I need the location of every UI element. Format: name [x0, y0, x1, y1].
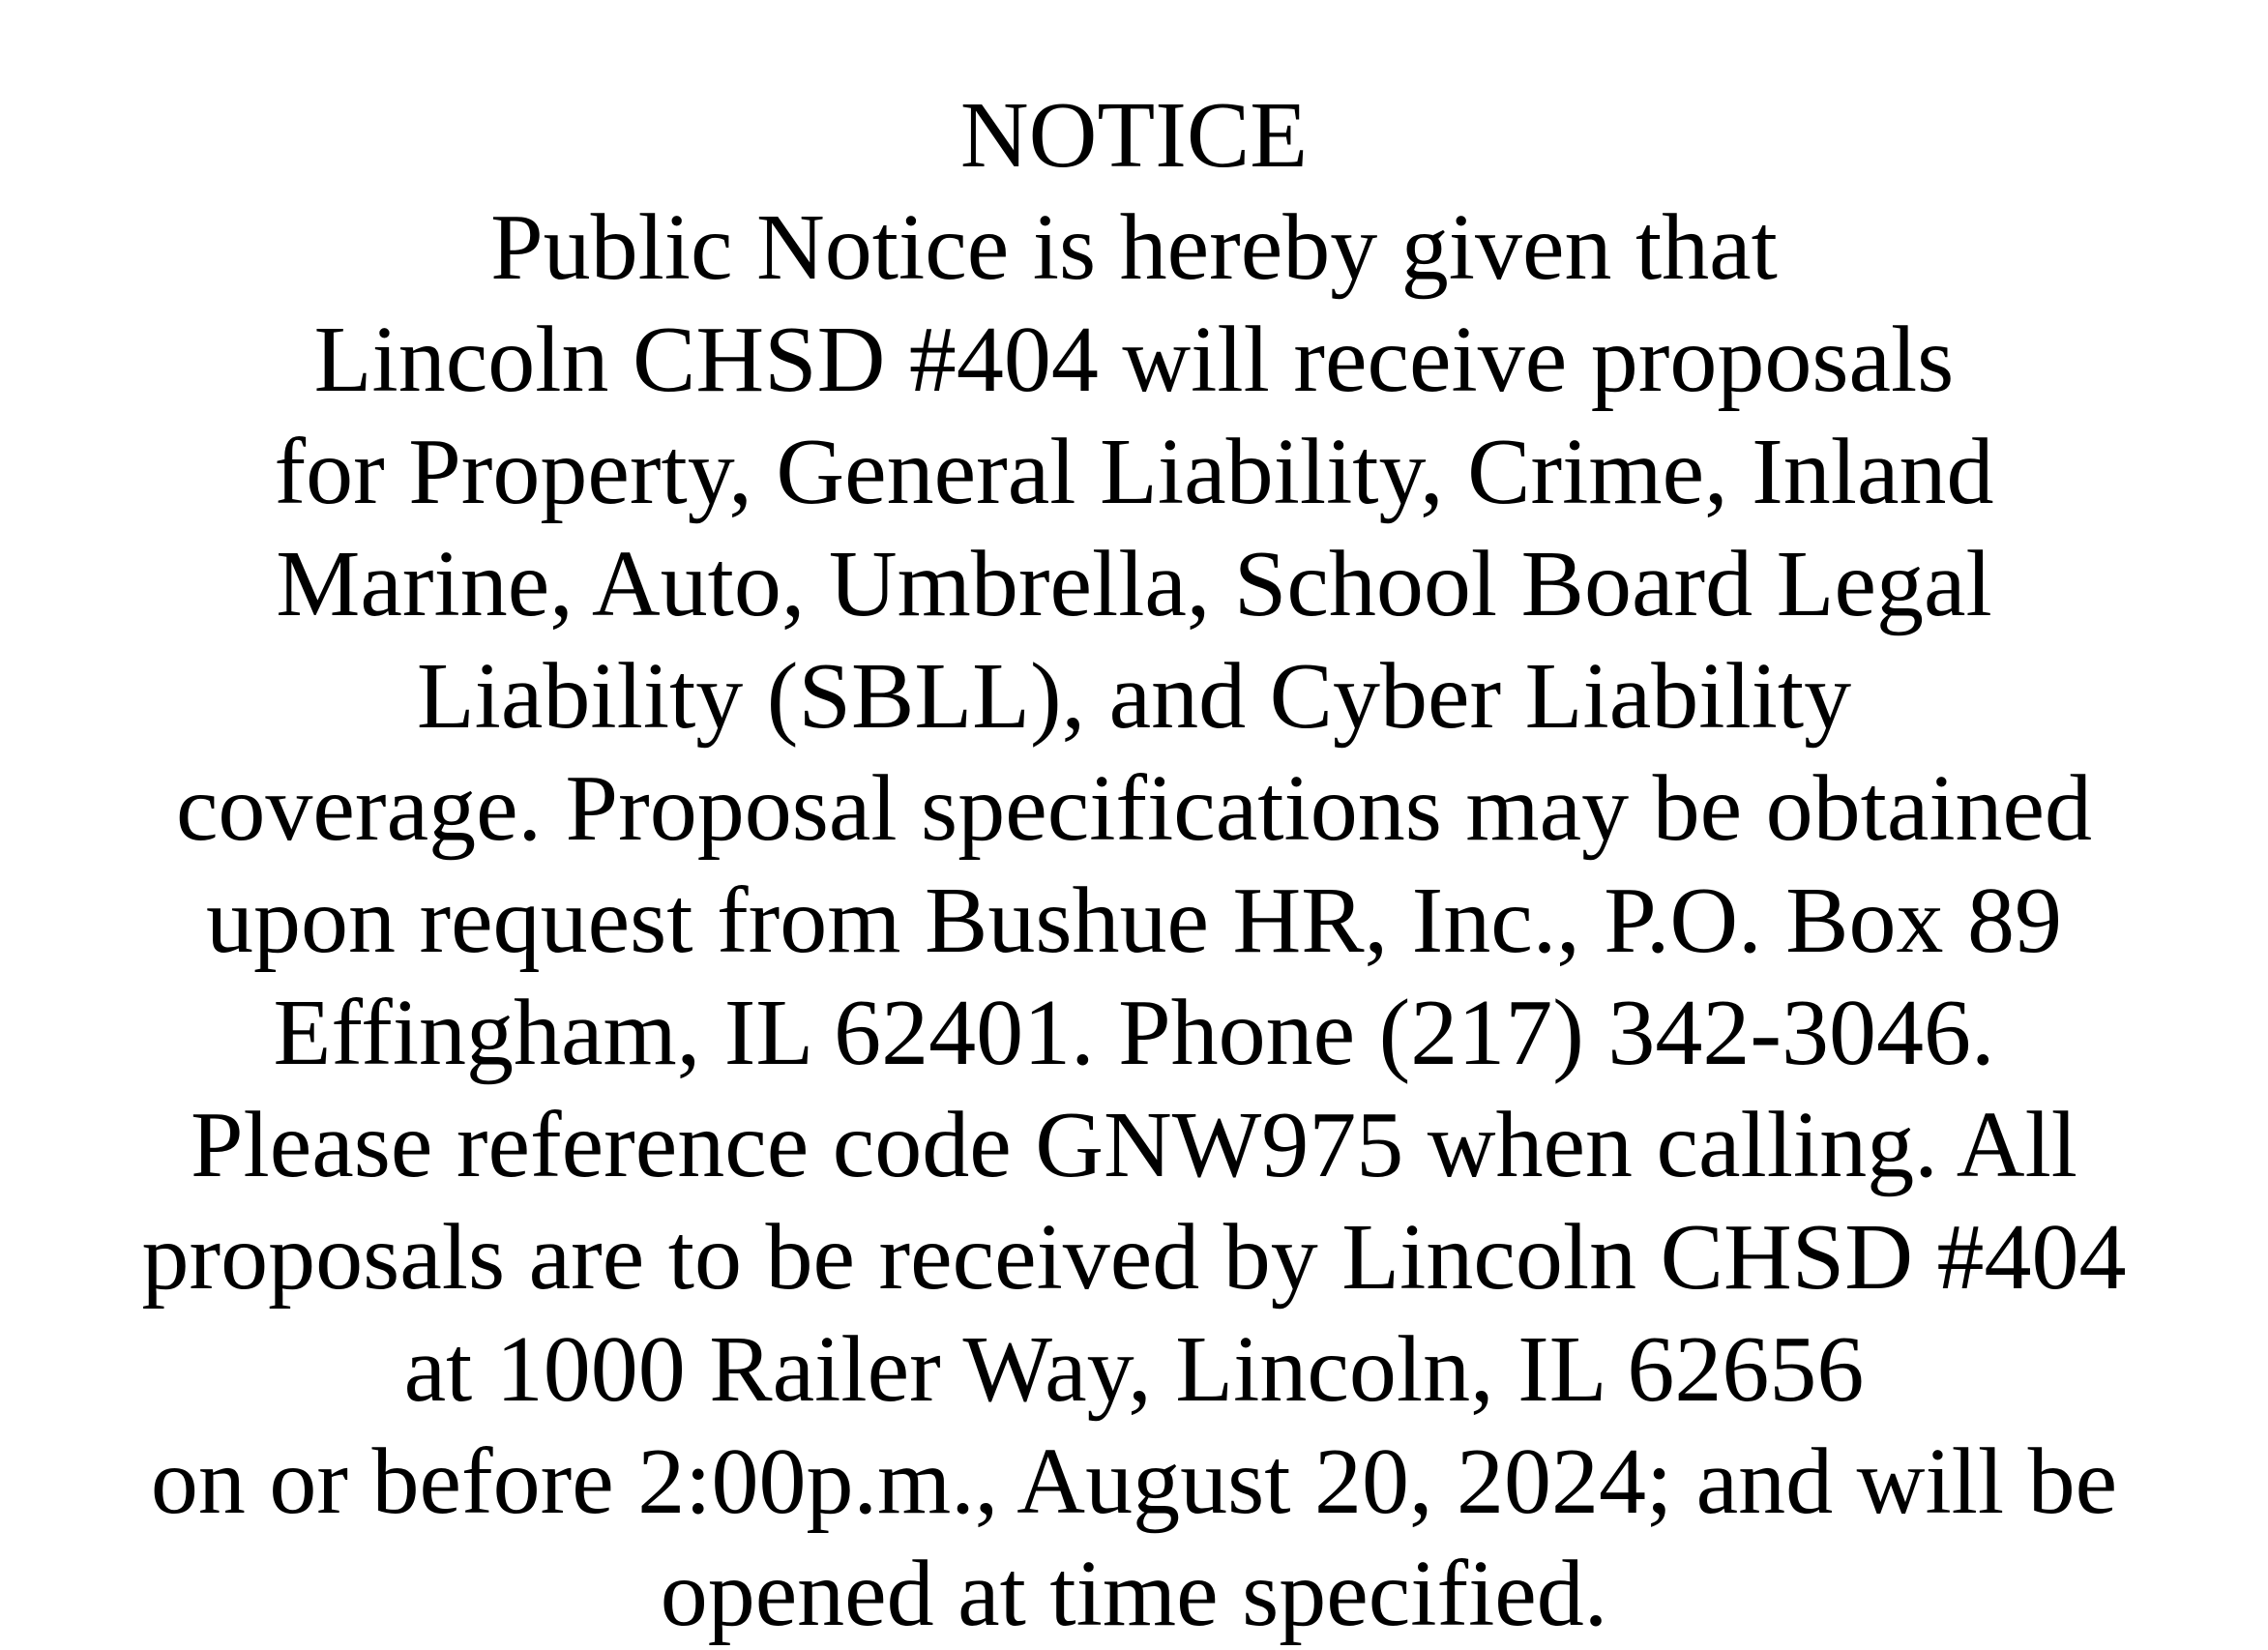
notice-line: proposals are to be received by Lincoln CHSD #404: [141, 1205, 2127, 1310]
notice-line: Lincoln CHSD #404 will receive proposals: [313, 308, 1955, 412]
notice-line: for Property, General Liability, Crime, Inland: [274, 420, 1994, 524]
notice-line: at 1000 Railer Way, Lincoln, IL 62656: [403, 1317, 1865, 1422]
notice-line: upon request from Bushue HR, Inc., P.O. Box 89: [205, 869, 2063, 973]
notice-line: opened at time specified.: [660, 1542, 1608, 1646]
notice-line: Effingham, IL 62401. Phone (217) 342-3046.: [273, 981, 1995, 1085]
notice-line: on or before 2:00p.m., August 20, 2024; and will be: [150, 1429, 2118, 1534]
notice-line: Public Notice is hereby given that: [490, 195, 1778, 300]
notice-line: Marine, Auto, Umbrella, School Board Legal: [276, 532, 1992, 636]
notice-line: coverage. Proposal specifications may be obtained: [175, 756, 2093, 861]
notice-line: Please reference code GNW975 when calling. All: [190, 1093, 2078, 1197]
notice-line: Liability (SBLL), and Cyber Liability: [416, 644, 1852, 749]
notice-title: NOTICE: [959, 83, 1309, 188]
public-notice: [0, 79, 2268, 1650]
